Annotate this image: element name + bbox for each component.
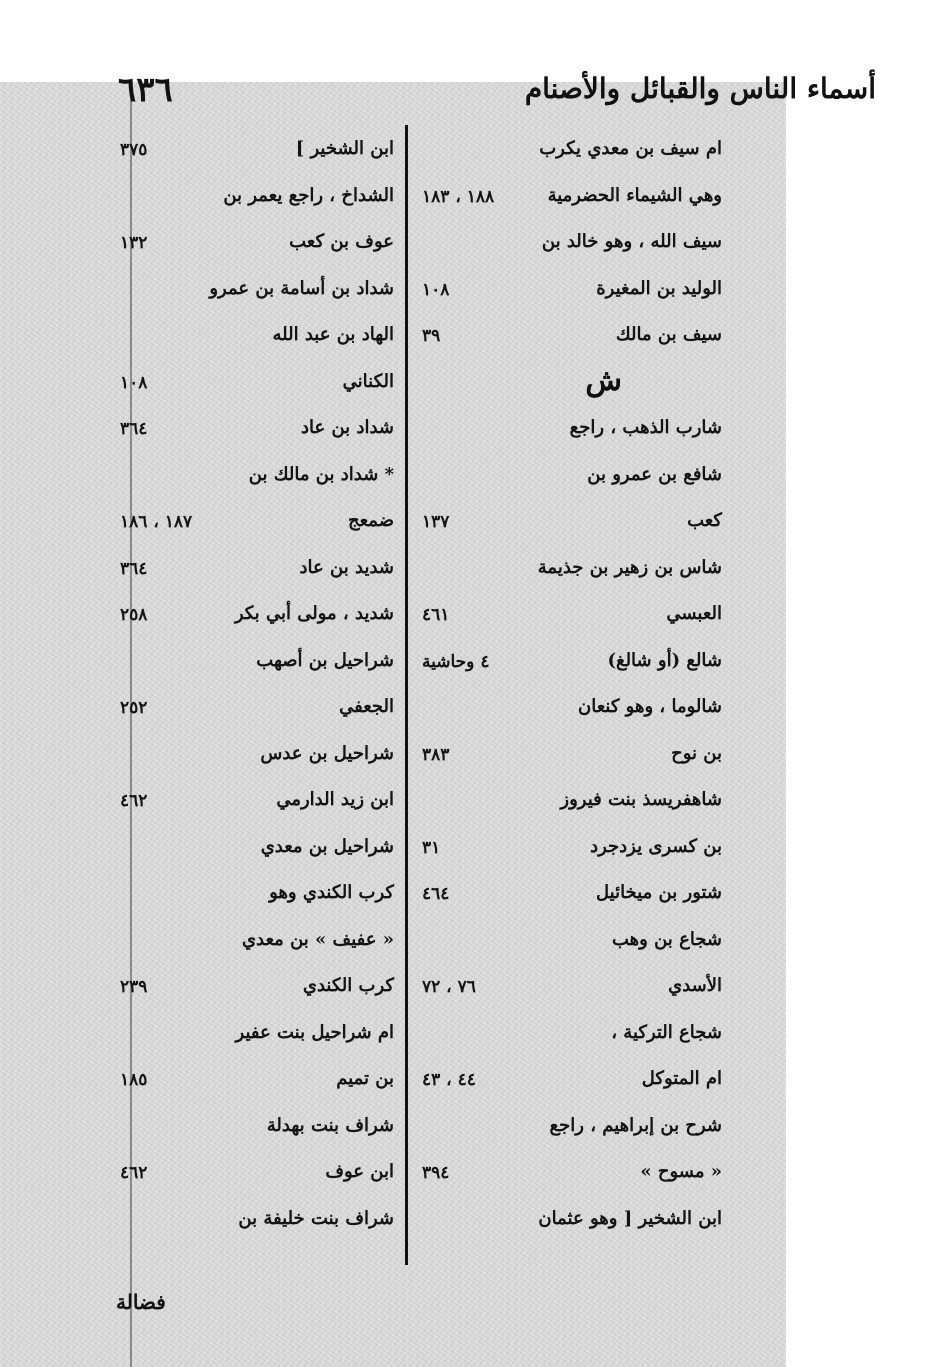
entry-page-ref: ٧٦ ، ٧٢ xyxy=(422,977,476,997)
entry-name: ابن الشخير ] xyxy=(295,138,394,159)
index-entry xyxy=(110,595,402,642)
entry-name: شاس بن زهير بن جذيمة xyxy=(537,556,722,578)
index-entry xyxy=(110,409,402,456)
index-entry xyxy=(110,316,402,363)
entry-name: شراف بنت بهدلة xyxy=(266,1114,394,1136)
entry-page-ref: ٤ وحاشية xyxy=(422,651,490,672)
entry-page-ref: ٣٩ xyxy=(422,326,441,346)
index-entry xyxy=(412,316,730,363)
entry-name: الكناني xyxy=(342,370,394,392)
entry-name: ام سيف بن معدي يكرب xyxy=(539,138,722,159)
entry-name: ضمعج xyxy=(348,510,394,531)
index-entry xyxy=(412,967,730,1014)
entry-name: شراحيل بن أصهب xyxy=(256,649,394,671)
index-entry xyxy=(110,967,402,1014)
index-entry xyxy=(412,502,730,549)
entry-name: سيف الله ، وهو خالد بن xyxy=(541,231,722,252)
index-entry xyxy=(412,1014,730,1061)
entry-name: شراف بنت خليفة بن xyxy=(238,1207,394,1229)
entry-name: بن نوح xyxy=(671,742,722,764)
index-entry xyxy=(412,223,730,270)
index-entry xyxy=(110,735,402,782)
catchword: فضالة xyxy=(116,1290,166,1314)
index-entry xyxy=(110,642,402,689)
index-entry xyxy=(110,363,402,410)
entry-name: شاهفريسذ بنت فيروز xyxy=(560,789,722,810)
entry-name: كعب xyxy=(687,510,722,531)
entry-page-ref: ١٠٨ xyxy=(120,372,148,393)
column-divider xyxy=(405,125,408,1265)
right-column xyxy=(412,130,730,1246)
entry-page-ref: ٤٦٤ xyxy=(422,884,450,904)
entry-page-ref: ١٣٧ xyxy=(422,512,450,532)
index-entry xyxy=(412,595,730,642)
entry-name: ابن زيد الدارمي xyxy=(276,789,394,810)
entry-name: شارب الذهب ، راجع xyxy=(569,417,722,438)
index-entry xyxy=(412,828,730,875)
entry-page-ref: ٤٦٢ xyxy=(120,1163,148,1183)
index-entry xyxy=(110,177,402,224)
index-entry xyxy=(412,735,730,782)
entry-name: الوليد بن المغيرة xyxy=(596,277,722,299)
index-entry xyxy=(110,781,402,828)
index-entry xyxy=(412,1200,730,1247)
index-entry xyxy=(110,1014,402,1061)
entry-name: شجاع التركية ، xyxy=(611,1021,722,1043)
entry-page-ref: ٤٤ ، ٤٣ xyxy=(422,1070,476,1090)
entry-name: شالوما ، وهو كنعان xyxy=(578,696,722,717)
index-entry xyxy=(110,549,402,596)
entry-name: شديد بن عاد xyxy=(299,556,394,578)
entry-name: « عفيف » بن معدي xyxy=(241,928,394,950)
index-entry xyxy=(110,1107,402,1154)
index-entry xyxy=(110,1153,402,1200)
index-entry xyxy=(412,130,730,177)
section-letter: ش xyxy=(585,362,622,398)
index-entry xyxy=(412,1060,730,1107)
index-entry xyxy=(110,502,402,549)
entry-page-ref: ٣٨٣ xyxy=(422,744,450,765)
entry-page-ref: ٣١ xyxy=(422,837,441,858)
entry-page-ref: ٣٧٥ xyxy=(120,140,148,160)
entry-page-ref: ١٨٧ ، ١٨٦ xyxy=(120,512,193,532)
entry-name: شجاع بن وهب xyxy=(611,928,722,950)
entry-page-ref: ٤٦١ xyxy=(422,605,450,625)
entry-name: ابن عوف xyxy=(325,1161,394,1182)
page-title: أسماء الناس والقبائل والأصنام xyxy=(524,72,876,105)
entry-name: ام المتوكل xyxy=(641,1068,722,1089)
index-entry xyxy=(412,781,730,828)
entry-page-ref: ٣٦٤ xyxy=(120,558,148,579)
entry-name: الأسدي xyxy=(668,975,722,996)
index-entry xyxy=(412,921,730,968)
index-entry xyxy=(412,270,730,317)
index-entry xyxy=(110,130,402,177)
entry-page-ref: ١٨٨ ، ١٨٣ xyxy=(422,186,495,207)
entry-name: كرب الكندي وهو xyxy=(269,882,394,903)
index-entry xyxy=(110,223,402,270)
entry-name: شداد بن أسامة بن عمرو xyxy=(209,277,394,299)
entry-name: العبسي xyxy=(666,603,722,624)
entry-page-ref: ٢٥٨ xyxy=(120,605,148,625)
page-number: ٦٣٦ xyxy=(118,70,173,110)
entry-name: شداد بن عاد xyxy=(300,417,394,438)
index-entry xyxy=(110,1060,402,1107)
entry-name: الشداخ ، راجع يعمر بن xyxy=(223,184,394,206)
entry-name: شرح بن إبراهيم ، راجع xyxy=(549,1114,722,1136)
index-entry xyxy=(110,456,402,503)
index-entry xyxy=(412,1107,730,1154)
entry-name: « مسوح » xyxy=(640,1161,722,1182)
index-entry xyxy=(412,1153,730,1200)
entry-name: بن تميم xyxy=(336,1068,394,1089)
index-entry xyxy=(412,456,730,503)
entry-name: شديد ، مولى أبي بكر xyxy=(234,603,394,624)
entry-name: * شداد بن مالك بن xyxy=(248,463,394,485)
entry-page-ref: ١٠٨ xyxy=(422,279,450,300)
index-entry xyxy=(412,688,730,735)
index-entry xyxy=(110,921,402,968)
entry-name: ابن الشخير [ وهو عثمان xyxy=(538,1207,722,1229)
entry-name: شافع بن عمرو بن xyxy=(587,463,722,485)
entry-name: شالع (أو شالغ) xyxy=(607,649,722,671)
index-entry xyxy=(110,828,402,875)
index-entry xyxy=(412,549,730,596)
index-entry xyxy=(110,270,402,317)
entry-page-ref: ٣٦٤ xyxy=(120,419,148,439)
entry-page-ref: ٤٦٢ xyxy=(120,791,148,811)
entry-name: كرب الكندي xyxy=(302,975,394,996)
index-entry xyxy=(110,688,402,735)
entry-name: الهاد بن عبد الله xyxy=(272,324,394,345)
entry-page-ref: ٢٣٩ xyxy=(120,977,148,997)
entry-page-ref: ١٣٢ xyxy=(120,233,148,253)
entry-name: عوف بن كعب xyxy=(289,231,394,252)
entry-name: شتور بن ميخائيل xyxy=(596,882,722,903)
left-column xyxy=(110,130,402,1246)
entry-page-ref: ٣٩٤ xyxy=(422,1163,450,1183)
entry-name: شراحيل بن معدي xyxy=(260,835,394,857)
index-entry xyxy=(412,177,730,224)
index-entry xyxy=(412,363,730,410)
entry-name: وهي الشيماء الحضرمية xyxy=(547,184,722,206)
entry-name: ام شراحيل بنت عفير xyxy=(235,1021,394,1043)
entry-page-ref: ٢٥٢ xyxy=(120,698,148,718)
entry-name: سيف بن مالك xyxy=(615,324,722,345)
index-entry xyxy=(110,1200,402,1247)
entry-name: شراحيل بن عدس xyxy=(260,742,394,764)
entry-name: بن كسرى يزدجرد xyxy=(590,835,722,857)
entry-page-ref: ١٨٥ xyxy=(120,1070,148,1090)
index-entry xyxy=(412,874,730,921)
index-entry xyxy=(110,874,402,921)
index-entry xyxy=(412,642,730,689)
entry-name: الجعفي xyxy=(339,696,394,717)
index-entry xyxy=(412,409,730,456)
